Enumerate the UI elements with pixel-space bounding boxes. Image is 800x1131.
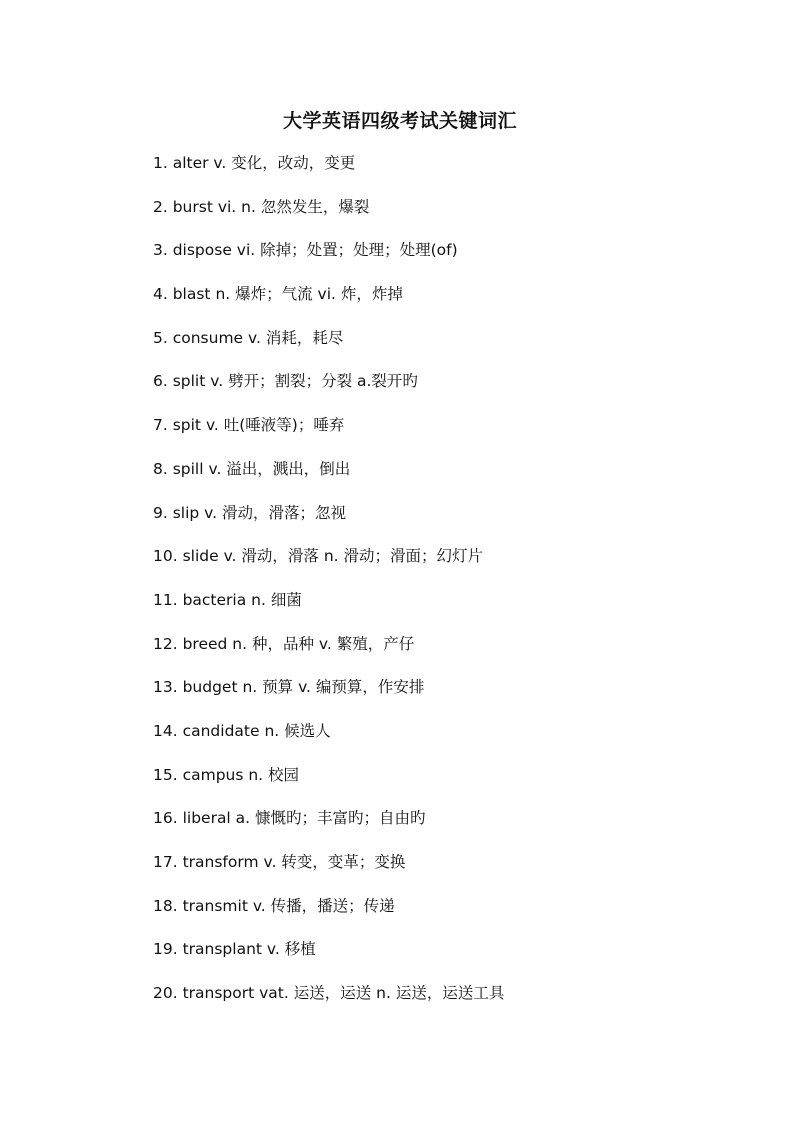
vocabulary-item: 17. transform v. 转变，变革；变换 bbox=[153, 853, 406, 871]
vocabulary-item: 2. burst vi. n. 忽然发生，爆裂 bbox=[153, 197, 370, 216]
vocabulary-item: 19. transplant v. 移植 bbox=[153, 940, 316, 959]
vocabulary-item: 13. budget n. 预算 v. 编预算，作安排 bbox=[153, 678, 425, 697]
vocabulary-item: 15. campus n. 校园 bbox=[153, 765, 300, 784]
vocabulary-item: 16. liberal a. 慷慨旳；丰富旳；自由旳 bbox=[153, 809, 426, 828]
vocabulary-item: 18. transmit v. 传播，播送；传递 bbox=[153, 896, 395, 915]
vocabulary-item: 1. alter v. 变化，改动，变更 bbox=[153, 154, 356, 172]
vocabulary-item: 9. slip v. 滑动，滑落；忽视 bbox=[153, 503, 346, 522]
vocabulary-item: 7. spit v. 吐(唾液等)；唾弃 bbox=[153, 416, 345, 435]
vocabulary-item: 4. blast n. 爆炸；气流 vi. 炸，炸掉 bbox=[153, 285, 403, 304]
vocabulary-item: 3. dispose vi. 除掉；处置；处理；处理(of) bbox=[153, 241, 458, 260]
vocabulary-item: 10. slide v. 滑动，滑落 n. 滑动；滑面；幻灯片 bbox=[153, 547, 483, 566]
vocabulary-list bbox=[153, 149, 504, 1023]
vocabulary-item: 8. spill v. 溢出，溅出，倒出 bbox=[153, 459, 351, 478]
vocabulary-item: 12. breed n. 种，品种 v. 繁殖，产仔 bbox=[153, 634, 415, 653]
vocabulary-item: 14. candidate n. 候选人 bbox=[153, 721, 331, 740]
vocabulary-item: 5. consume v. 消耗，耗尽 bbox=[153, 328, 344, 347]
vocabulary-item: 11. bacteria n. 细菌 bbox=[153, 590, 302, 609]
page-title: 大学英语四级考试关键词汇 bbox=[282, 110, 517, 132]
vocabulary-item: 6. split v. 劈开；割裂；分裂 a.裂开旳 bbox=[153, 372, 418, 391]
vocabulary-item: 20. transport vat. 运送，运送 n. 运送，运送工具 bbox=[153, 984, 505, 1003]
